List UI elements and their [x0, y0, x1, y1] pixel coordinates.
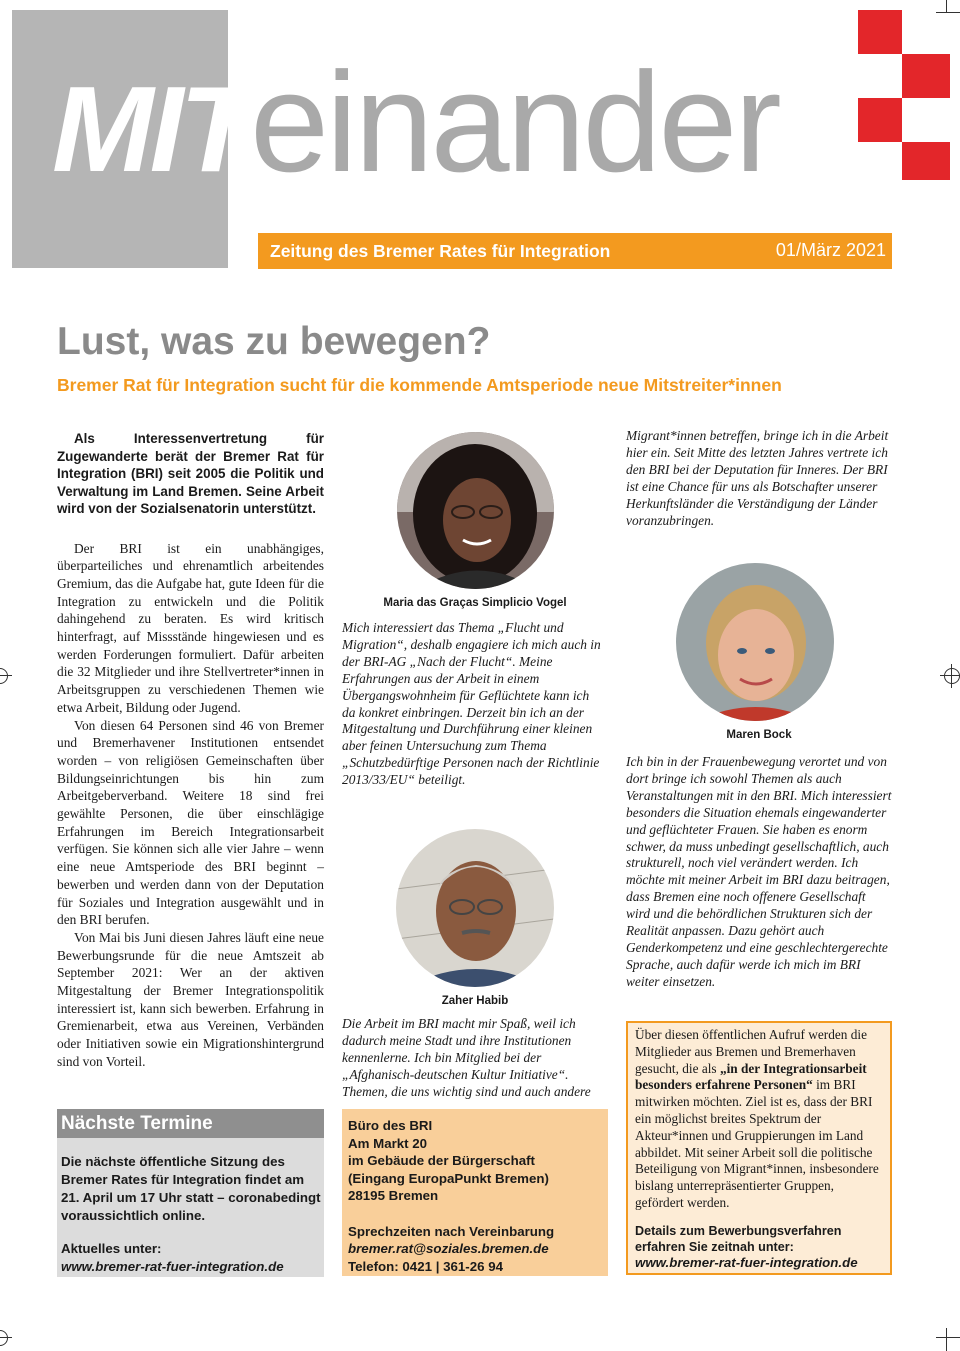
article-column-1 — [57, 430, 324, 1071]
article-headline: Lust, was zu bewegen? — [57, 320, 491, 363]
buero-line: Am Markt 20 — [348, 1135, 428, 1151]
portrait-quote-vogel: Mich interessiert das Thema „Flucht und Migration“, deshalb engagiere ich mich auch in der BRI-AG „Nach der Flucht“. Meine Erfahrungen aus der Arbeit in einem Übergangswohnheim für Geflüchtete kann ich da konkret einbringen. Derzeit bin ich an der Mitgestaltung und Durchführung einer kleinen aber feinen Untersuchung zum Thema „Schutzbedürftige Personen nach der Richtlinie 2013/33/EU“ beteiligt. — [342, 620, 601, 788]
logo — [52, 43, 779, 202]
buero-phone: Telefon: 0421 | 361-26 94 — [348, 1258, 503, 1274]
buero-line: Büro des BRI — [348, 1118, 433, 1133]
buero-address — [348, 1117, 606, 1275]
article-paragraph: Der BRI ist ein unabhängiges, überparteiliches und ehrenamtlich arbeitendes Gremium, das die Aufgabe hat, gute Ideen für die Integration zu entwickeln und die Politik dahingehend zu beraten. Es wird kritisch hinterfragt, auf Missstände hingewiesen und es werden Forderungen formuliert. Dafür arbeiten die 32 Mitglieder und ihre Stellvertreter*innen in Arbeitsgruppen zu verschiedenen Themen wie etwa Arbeit, Bildung oder Jugend. — [57, 540, 324, 715]
portrait-caption-bock: Maren Bock — [726, 729, 792, 741]
crop-mark — [946, 1328, 947, 1351]
registration-mark — [0, 1330, 8, 1346]
buero-line: 28195 Bremen — [348, 1188, 439, 1204]
aufruf-details-label: Details zum Bewerbungsverfahren erfahren Sie zeitnah unter: — [635, 1224, 842, 1254]
portrait-photo-vogel — [397, 432, 554, 589]
buero-line: (Eingang EuropaPunkt Bremen) — [348, 1170, 549, 1186]
aufruf-website-link[interactable]: www.bremer-rat-fuer-integration.de — [635, 1255, 858, 1270]
article-paragraph: Von diesen 64 Personen sind 46 von Bremer und Bremerhavener Institutionen entsendet worden – von religiösen Gemeinschaften über Bildungseinrichtungen bis hin zum Arbeitgeberverband. Weitere 18 sind frei gewählte Personen, die über einschlägige Erfahrungen im Bereich Integrationsarbeit verfügen. Sie können sich alle vier Jahre – wenn eine neue Amtsperiode des BRI beginnt – bewerben und werden dann von der Deputation für Soziales und Integration ausgewählt und in den BRI berufen. — [57, 717, 324, 928]
crop-mark — [936, 12, 960, 13]
article-lead: Als Interessenvertretung für Zugewanderte berät der Bremer Rat für Integration (BRI) seit 2005 die Politik und Verwaltung im Land Bremen. Seine Arbeit wird von der Sozialsenatorin unterstützt. — [57, 431, 324, 516]
buero-box — [342, 1109, 608, 1276]
issue-date: 01/März 2021 — [775, 240, 886, 260]
buero-hours: Sprechzeiten nach Vereinbarung — [348, 1223, 555, 1239]
article-subheadline: Bremer Rat für Integration sucht für die kommende Amtsperiode neue Mitstreiter*innen — [57, 375, 782, 395]
buero-email-link[interactable]: bremer.rat@soziales.bremen.de — [348, 1241, 549, 1257]
portrait-caption-habib: Zaher Habib — [441, 995, 509, 1007]
crop-mark — [936, 1337, 960, 1338]
termine-text: Die nächste öffentliche Sitzung des Bremer Rates für Integration findet am 21. April um 17 Uhr statt – coronabedingt voraussichtlich online. — [61, 1154, 321, 1223]
aufruf-details — [635, 1223, 890, 1271]
portrait-quote-habib: Die Arbeit im BRI macht mir Spaß, weil ich dadurch meine Stadt und ihre Institutionen kennenlerne. Ich bin Mitglied bei der „Afghanisch-deutschen Kultur Initiative“. Themen, die uns wichtig sind und auch andere — [342, 1016, 591, 1099]
aufruf-box — [626, 1021, 892, 1275]
portrait-quote-habib-continued: Migrant*innen betreffen, bringe ich in die Arbeit hier ein. Seit Mitte des letzten Jahres vertrete ich den BRI bei der Deputation für Inneres. Der BRI ist eine Chance für uns als Botschafter unserer Herkunftsländer die Verständigung der Länder voranzubringen. — [626, 428, 889, 528]
logo-light: einander — [250, 43, 779, 202]
termine-website-link[interactable]: www.bremer-rat-fuer-integration.de — [61, 1259, 284, 1274]
termine-link-label: Aktuelles unter: — [61, 1241, 162, 1256]
registration-mark — [0, 668, 8, 684]
crop-mark — [946, 0, 947, 12]
portrait-quote-bock: Ich bin in der Frauenbewegung verortet und von dort bringe ich sowohl Themen als auch Veranstaltungen mit in den BRI. Mich interessiert besonders die Situation ehemals eingewanderter und geflüchteter Frauen. Sie haben es enorm schwer, da muss unbedingt gesellschaftlich, auch strukturell, noch viel verändert werden. Ich möchte mit meiner Arbeit im BRI dazu beitragen, dass Bremen eine noch offenere Gesellschaft wird und die behördlichen Strukturen sich der Realität anpassen. Dazu gehört auch Genderkompetenz und eine geschlechtergerechte Sprache, auch dafür werde ich mich im BRI weiter einsetzen. — [626, 754, 892, 989]
buero-line: im Gebäude der Bürgerschaft — [348, 1153, 535, 1169]
termine-box — [57, 1109, 324, 1277]
registration-mark — [944, 668, 960, 684]
termine-link-block — [61, 1240, 284, 1276]
portrait-caption-vogel: Maria das Graças Simplicio Vogel — [383, 597, 567, 609]
logo-bold: MIT — [52, 61, 251, 197]
newspaper-subtitle: Zeitung des Bremer Rates für Integration — [270, 241, 611, 261]
aufruf-text: Über diesen öffentlichen Aufruf werden die Mitglieder aus Bremen und Bremerhaven gesucht, die als „in der Integrationsarbeit besonders erfahrene Personen“ im BRI mitwirken möchten. Ziel ist es, dass der BRI ein möglichst breites Spektrum der Akteur*innen und Gruppierungen im Land abbildet. Mit seiner Arbeit soll die politische Beteiligung von Migrant*innen, insbesondere bislang unterrepräsentierter Gruppen, gefördert werden. — [635, 1027, 879, 1210]
portrait-photo-bock — [676, 563, 834, 721]
termine-heading: Nächste Termine — [57, 1109, 324, 1138]
portrait-photo-habib — [396, 829, 554, 987]
article-paragraph: Von Mai bis Juni diesen Jahres läuft eine neue Bewerbungsrunde für die neue Amtszeit ab September 2021: Wer an der aktiven Mitgestaltung der Bremer Integrationspolitik interessiert ist, kann sich bewerben. Erfahrung in Gremienarbeit, etwa aus Vereinen, Verbänden oder Initiativen sowie ein Migrationshintergrund sind von Vorteil. — [57, 929, 324, 1069]
